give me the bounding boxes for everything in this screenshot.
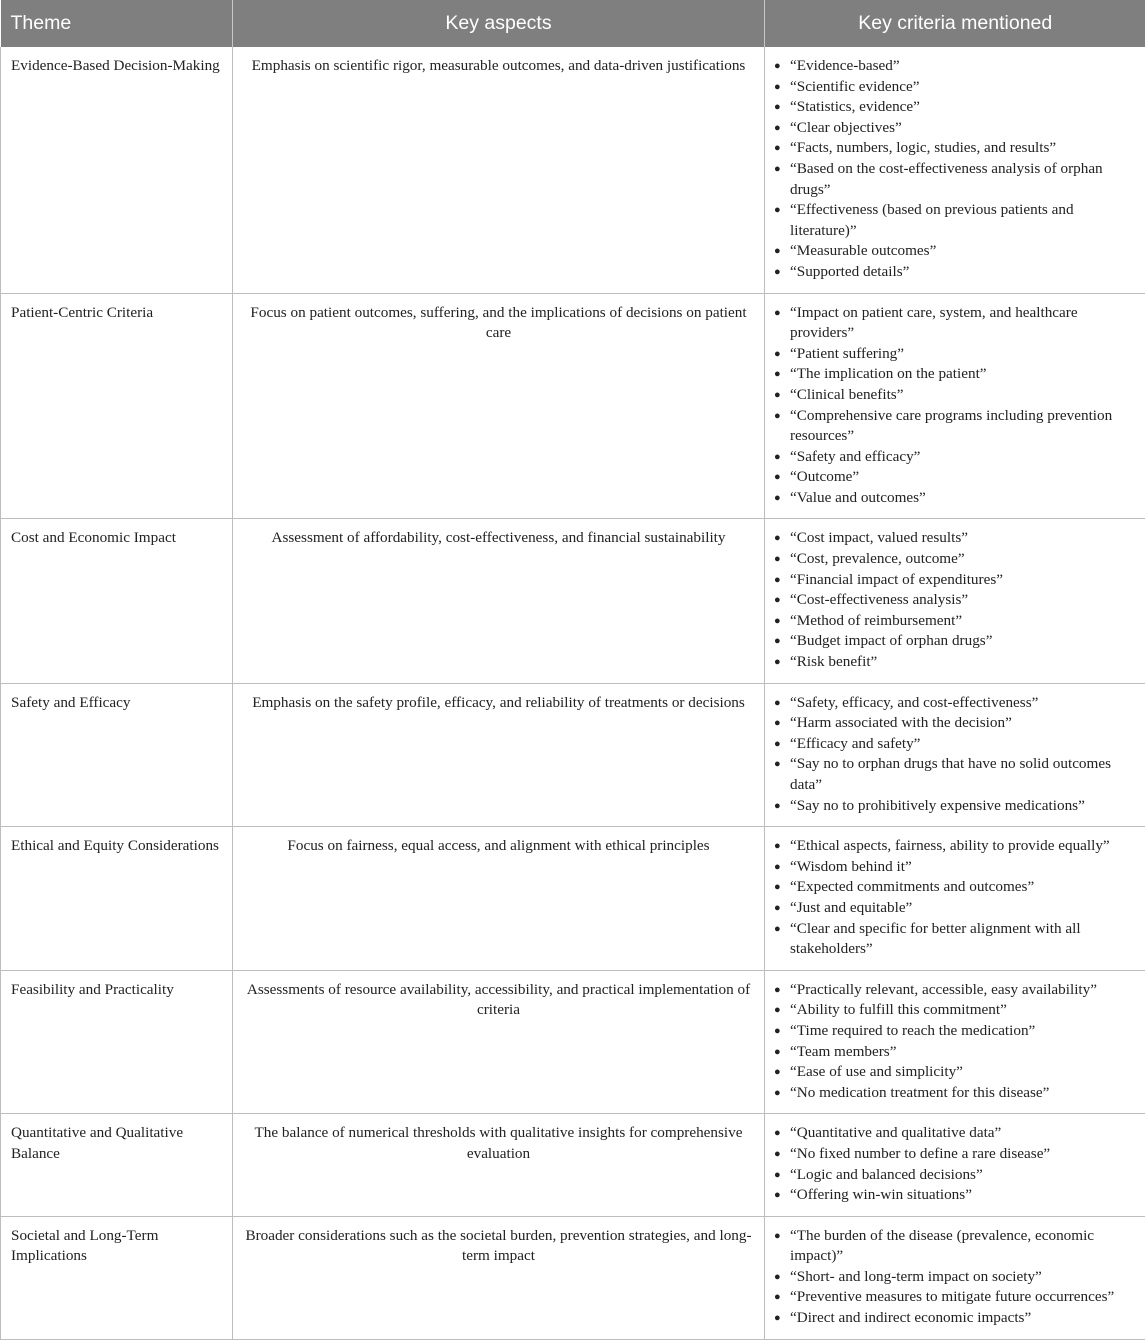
criteria-item: ● “Direct and indirect economic impacts” xyxy=(774,1308,1139,1329)
key-criteria-cell xyxy=(765,519,1145,683)
theme-cell: Patient-Centric Criteria xyxy=(1,293,233,519)
criteria-item: ● “Impact on patient care, system, and healthcare providers” xyxy=(774,303,1139,344)
criteria-item: ● “Just and equitable” xyxy=(774,898,1139,919)
criteria-item: ● “Clear and specific for better alignment with all stakeholders” xyxy=(774,919,1139,960)
criteria-item: ● “Team members” xyxy=(774,1042,1139,1063)
key-criteria-cell xyxy=(765,683,1145,827)
criteria-item: ● “Safety, efficacy, and cost-effectiveness” xyxy=(774,693,1139,714)
criteria-list xyxy=(774,836,1139,960)
criteria-item: ● “Cost-effectiveness analysis” xyxy=(774,590,1139,611)
criteria-item: ● “Logic and balanced decisions” xyxy=(774,1165,1139,1186)
criteria-item: ● “Scientific evidence” xyxy=(774,77,1139,98)
criteria-item: ● “Method of reimbursement” xyxy=(774,611,1139,632)
criteria-item: ● “Short- and long-term impact on society” xyxy=(774,1267,1139,1288)
table-row xyxy=(1,683,1145,827)
criteria-list xyxy=(774,303,1139,509)
criteria-item: ● “Outcome” xyxy=(774,467,1139,488)
theme-cell: Ethical and Equity Considerations xyxy=(1,827,233,971)
theme-cell: Safety and Efficacy xyxy=(1,683,233,827)
criteria-item: ● “Offering win-win situations” xyxy=(774,1185,1139,1206)
criteria-item: ● “The burden of the disease (prevalence, economic impact)” xyxy=(774,1226,1139,1267)
criteria-list xyxy=(774,1226,1139,1329)
criteria-list xyxy=(774,980,1139,1104)
criteria-item: ● “Patient suffering” xyxy=(774,344,1139,365)
criteria-item: ● “Say no to prohibitively expensive medications” xyxy=(774,796,1139,817)
key-aspects-cell: Assessment of affordability, cost-effectiveness, and financial sustainability xyxy=(233,519,765,683)
criteria-item: ● “Preventive measures to mitigate future occurrences” xyxy=(774,1287,1139,1308)
criteria-item: ● “Ease of use and simplicity” xyxy=(774,1062,1139,1083)
criteria-item: ● “Cost impact, valued results” xyxy=(774,528,1139,549)
criteria-item: ● “No fixed number to define a rare disease” xyxy=(774,1144,1139,1165)
theme-cell: Cost and Economic Impact xyxy=(1,519,233,683)
table-row xyxy=(1,293,1145,519)
criteria-list xyxy=(774,528,1139,672)
table-body xyxy=(1,47,1145,1339)
criteria-item: ● “Measurable outcomes” xyxy=(774,241,1139,262)
criteria-item: ● “Comprehensive care programs including prevention resources” xyxy=(774,406,1139,447)
table-row xyxy=(1,1114,1145,1216)
criteria-item: ● “The implication on the patient” xyxy=(774,364,1139,385)
theme-cell: Feasibility and Practicality xyxy=(1,970,233,1114)
key-criteria-cell xyxy=(765,827,1145,971)
key-aspects-cell: Assessments of resource availability, accessibility, and practical implementation of criteria xyxy=(233,970,765,1114)
criteria-item: ● “Harm associated with the decision” xyxy=(774,713,1139,734)
criteria-item: ● “Clinical benefits” xyxy=(774,385,1139,406)
table-row xyxy=(1,827,1145,971)
criteria-item: ● “Ability to fulfill this commitment” xyxy=(774,1000,1139,1021)
table-row xyxy=(1,1216,1145,1339)
criteria-list xyxy=(774,693,1139,817)
criteria-item: ● “Clear objectives” xyxy=(774,118,1139,139)
criteria-item: ● “Say no to orphan drugs that have no solid outcomes data” xyxy=(774,754,1139,795)
criteria-item: ● “Cost, prevalence, outcome” xyxy=(774,549,1139,570)
criteria-item: ● “Supported details” xyxy=(774,262,1139,283)
key-aspects-cell: Emphasis on the safety profile, efficacy, and reliability of treatments or decisions xyxy=(233,683,765,827)
criteria-item: ● “Based on the cost-effectiveness analysis of orphan drugs” xyxy=(774,159,1139,200)
header-key-aspects: Key aspects xyxy=(233,0,765,47)
criteria-item: ● “Wisdom behind it” xyxy=(774,857,1139,878)
criteria-item: ● “Safety and efficacy” xyxy=(774,447,1139,468)
theme-cell: Quantitative and Qualitative Balance xyxy=(1,1114,233,1216)
criteria-item: ● “Value and outcomes” xyxy=(774,488,1139,509)
criteria-item: ● “Efficacy and safety” xyxy=(774,734,1139,755)
criteria-item: ● “Quantitative and qualitative data” xyxy=(774,1123,1139,1144)
criteria-item: ● “Facts, numbers, logic, studies, and results” xyxy=(774,138,1139,159)
key-criteria-cell xyxy=(765,293,1145,519)
table-row xyxy=(1,519,1145,683)
key-aspects-cell: Broader considerations such as the societal burden, prevention strategies, and long-term impact xyxy=(233,1216,765,1339)
header-row xyxy=(1,0,1145,47)
criteria-item: ● “No medication treatment for this disease” xyxy=(774,1083,1139,1104)
criteria-item: ● “Budget impact of orphan drugs” xyxy=(774,631,1139,652)
theme-cell: Evidence-Based Decision-Making xyxy=(1,47,233,293)
criteria-item: ● “Financial impact of expenditures” xyxy=(774,570,1139,591)
key-aspects-cell: Focus on patient outcomes, suffering, and the implications of decisions on patient care xyxy=(233,293,765,519)
table-row xyxy=(1,47,1145,293)
criteria-item: ● “Expected commitments and outcomes” xyxy=(774,877,1139,898)
header-key-criteria: Key criteria mentioned xyxy=(765,0,1145,47)
criteria-item: ● “Ethical aspects, fairness, ability to provide equally” xyxy=(774,836,1139,857)
key-aspects-cell: Emphasis on scientific rigor, measurable outcomes, and data-driven justifications xyxy=(233,47,765,293)
criteria-item: ● “Statistics, evidence” xyxy=(774,97,1139,118)
criteria-list xyxy=(774,1123,1139,1205)
theme-cell: Societal and Long-Term Implications xyxy=(1,1216,233,1339)
key-aspects-cell: The balance of numerical thresholds with qualitative insights for comprehensive evaluation xyxy=(233,1114,765,1216)
criteria-list xyxy=(774,56,1139,283)
key-aspects-cell: Focus on fairness, equal access, and alignment with ethical principles xyxy=(233,827,765,971)
criteria-item: ● “Time required to reach the medication” xyxy=(774,1021,1139,1042)
key-criteria-cell xyxy=(765,970,1145,1114)
table-row xyxy=(1,970,1145,1114)
key-criteria-cell xyxy=(765,1114,1145,1216)
criteria-item: ● “Effectiveness (based on previous patients and literature)” xyxy=(774,200,1139,241)
header-theme: Theme xyxy=(1,0,233,47)
criteria-item: ● “Risk benefit” xyxy=(774,652,1139,673)
criteria-item: ● “Evidence-based” xyxy=(774,56,1139,77)
criteria-item: ● “Practically relevant, accessible, easy availability” xyxy=(774,980,1139,1001)
key-criteria-cell xyxy=(765,1216,1145,1339)
key-criteria-cell xyxy=(765,47,1145,293)
